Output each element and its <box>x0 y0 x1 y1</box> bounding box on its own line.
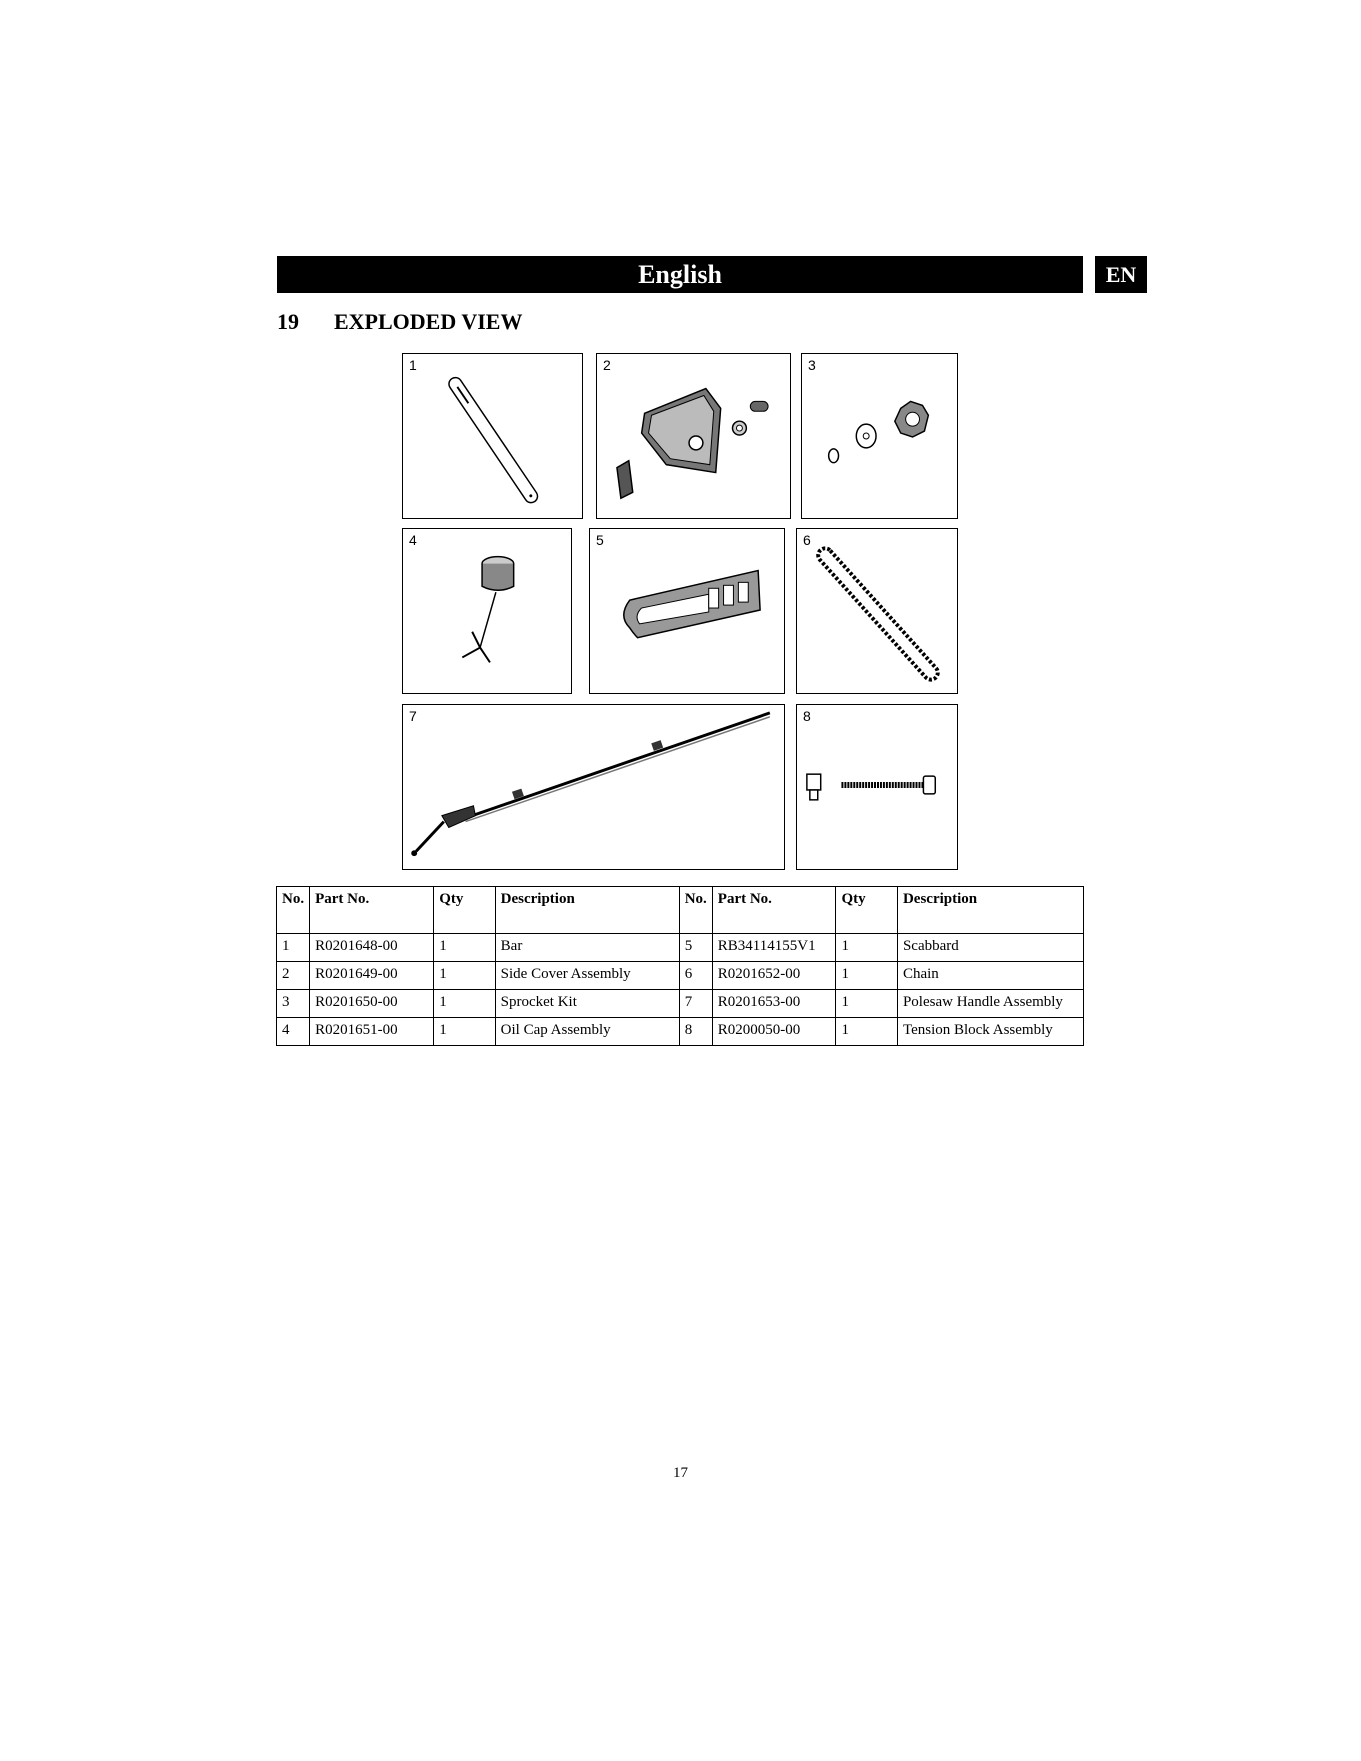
cell-qty: 1 <box>836 934 897 962</box>
cell-part-no: R0201652-00 <box>712 962 836 990</box>
cell-qty: 1 <box>434 990 495 1018</box>
polesaw-handle-icon <box>403 705 784 869</box>
side-cover-icon <box>597 354 790 518</box>
cell-qty: 1 <box>836 990 897 1018</box>
header-description: Description <box>495 887 679 934</box>
language-header <box>277 256 1083 293</box>
sprocket-kit-icon <box>802 354 957 518</box>
table-row <box>277 990 1084 1018</box>
page-number: 17 <box>673 1465 688 1481</box>
cell-no: 2 <box>277 962 310 990</box>
panel-number: 3 <box>808 357 816 373</box>
cell-part-no: RB34114155V1 <box>712 934 836 962</box>
panel-number: 2 <box>603 357 611 373</box>
cell-part-no: R0201648-00 <box>310 934 434 962</box>
cell-part-no: R0201651-00 <box>310 1018 434 1046</box>
panel-number: 6 <box>803 532 811 548</box>
parts-table <box>276 886 1084 1046</box>
header-no: No. <box>679 887 712 934</box>
cell-no: 1 <box>277 934 310 962</box>
panel-number: 4 <box>409 532 417 548</box>
header-part-no: Part No. <box>712 887 836 934</box>
tension-block-icon <box>797 705 957 869</box>
cell-part-no: R0201649-00 <box>310 962 434 990</box>
header-qty: Qty <box>434 887 495 934</box>
cell-qty: 1 <box>434 1018 495 1046</box>
table-row <box>277 934 1084 962</box>
cell-no: 8 <box>679 1018 712 1046</box>
panel-side-cover <box>596 353 791 519</box>
cell-no: 4 <box>277 1018 310 1046</box>
panel-sprocket-kit <box>801 353 958 519</box>
cell-no: 6 <box>679 962 712 990</box>
panel-number: 1 <box>409 357 417 373</box>
panel-oil-cap <box>402 528 572 694</box>
header-no: No. <box>277 887 310 934</box>
table-header-row <box>277 887 1084 934</box>
panel-bar <box>402 353 583 519</box>
table-row <box>277 1018 1084 1046</box>
oil-cap-icon <box>403 529 571 693</box>
table-row <box>277 962 1084 990</box>
cell-qty: 1 <box>836 962 897 990</box>
panel-number: 7 <box>409 708 417 724</box>
bar-icon <box>403 354 582 518</box>
cell-qty: 1 <box>434 962 495 990</box>
cell-description: Oil Cap Assembly <box>495 1018 679 1046</box>
section-heading <box>277 309 522 335</box>
cell-description: Chain <box>897 962 1083 990</box>
cell-part-no: R0201650-00 <box>310 990 434 1018</box>
cell-qty: 1 <box>434 934 495 962</box>
header-description: Description <box>897 887 1083 934</box>
panel-tension-block <box>796 704 958 870</box>
section-number: 19 <box>277 309 299 334</box>
cell-description: Bar <box>495 934 679 962</box>
cell-part-no: R0200050-00 <box>712 1018 836 1046</box>
cell-no: 5 <box>679 934 712 962</box>
header-qty: Qty <box>836 887 897 934</box>
panel-number: 8 <box>803 708 811 724</box>
cell-description: Polesaw Handle Assembly <box>897 990 1083 1018</box>
panel-polesaw-handle <box>402 704 785 870</box>
chain-icon <box>797 529 957 693</box>
panel-number: 5 <box>596 532 604 548</box>
panel-scabbard <box>589 528 785 694</box>
cell-description: Tension Block Assembly <box>897 1018 1083 1046</box>
scabbard-icon <box>590 529 784 693</box>
section-title: EXPLODED VIEW <box>334 309 523 334</box>
cell-qty: 1 <box>836 1018 897 1046</box>
header-part-no: Part No. <box>310 887 434 934</box>
panel-chain <box>796 528 958 694</box>
cell-no: 3 <box>277 990 310 1018</box>
language-code-badge <box>1095 256 1147 293</box>
language-code: EN <box>1105 261 1137 287</box>
language-title: English <box>638 259 722 289</box>
cell-no: 7 <box>679 990 712 1018</box>
cell-description: Scabbard <box>897 934 1083 962</box>
cell-description: Sprocket Kit <box>495 990 679 1018</box>
cell-description: Side Cover Assembly <box>495 962 679 990</box>
cell-part-no: R0201653-00 <box>712 990 836 1018</box>
